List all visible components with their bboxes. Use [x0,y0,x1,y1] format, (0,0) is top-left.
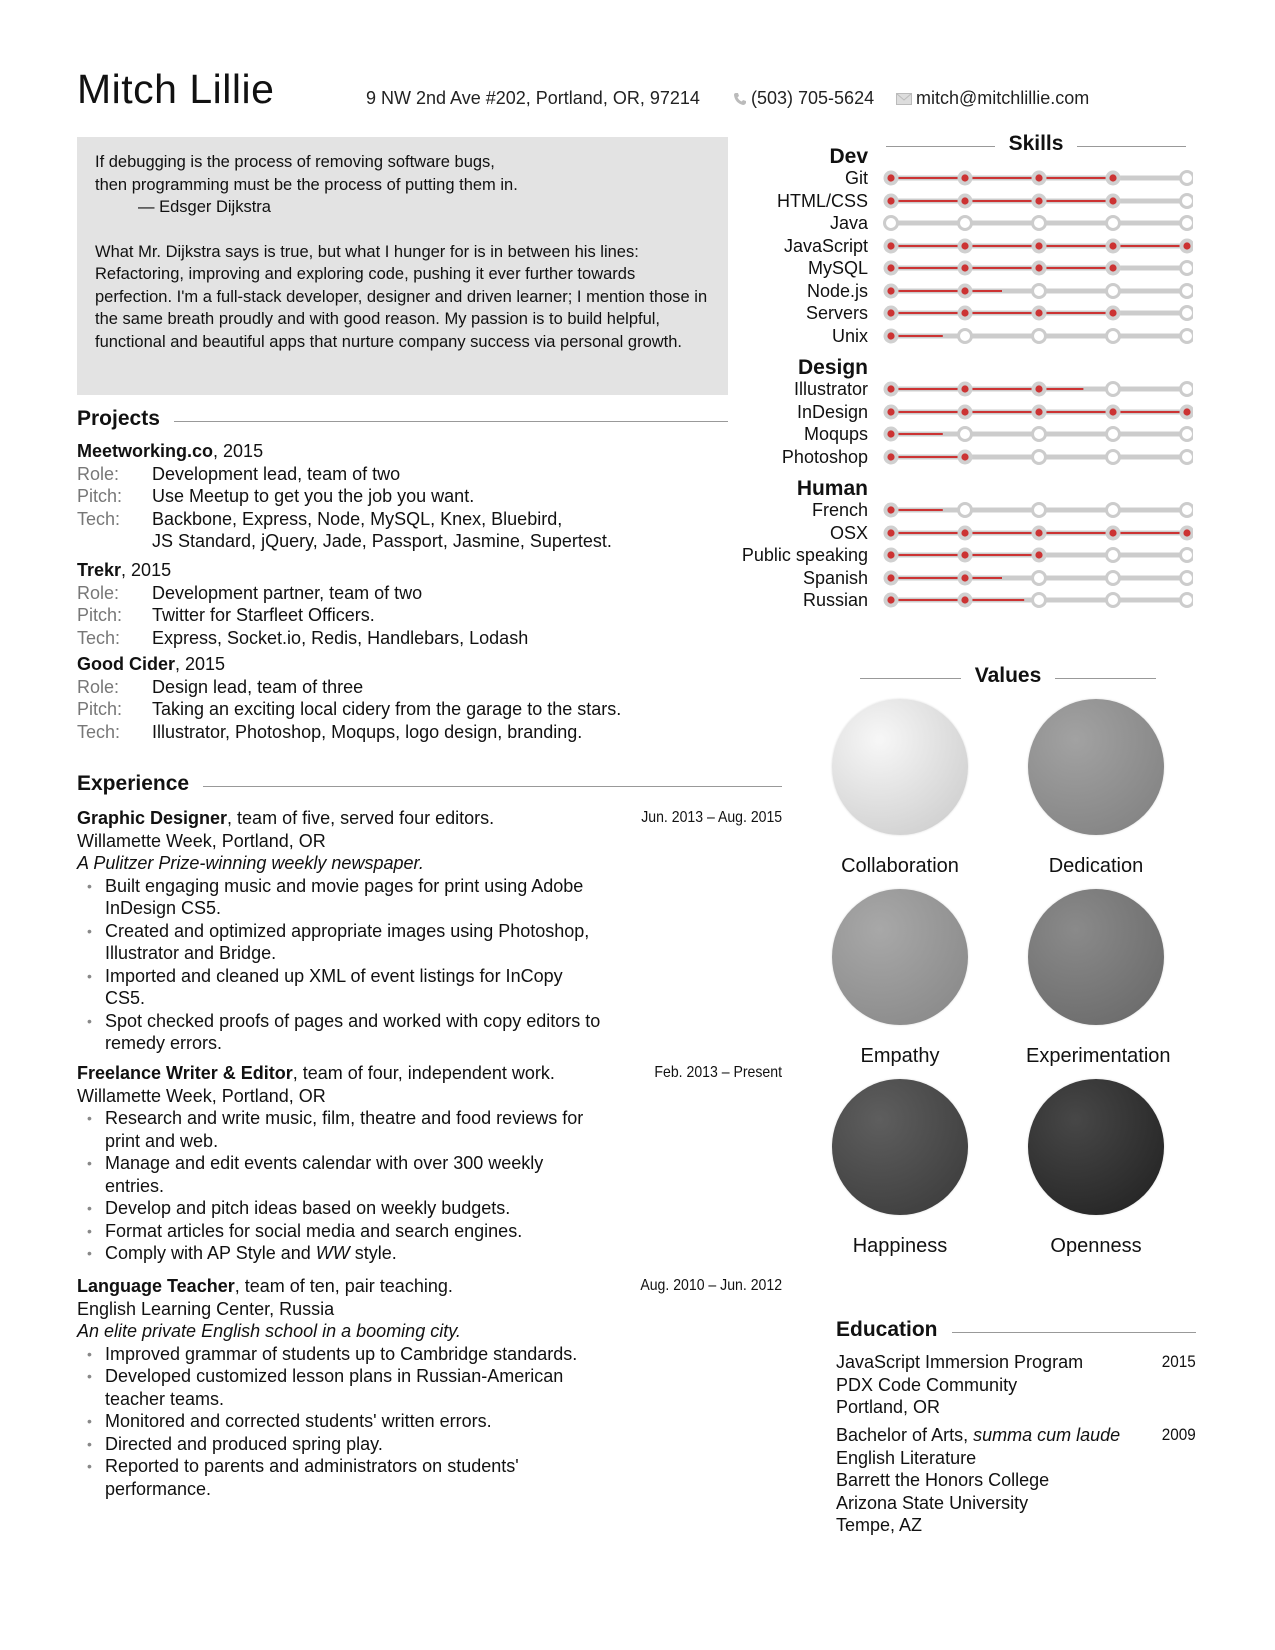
skill-dot-center [961,551,968,558]
bullet-item: • Improved grammar of students up to Cambridge standards. [77,1343,607,1366]
skill-label: Public speaking [741,545,868,565]
skill-dot [1181,172,1194,185]
skill-row [700,212,1200,235]
project-item [77,653,692,743]
skill-label: Java [829,213,868,233]
skill-row [700,302,1200,325]
job-date: Feb. 2013 – Present [654,1064,782,1081]
tech-label: Tech: [77,508,121,529]
mail-icon [896,93,912,105]
skill-dot [1107,549,1120,562]
project-tech-cont: JS Standard, jQuery, Jade, Passport, Jasmine, Supertest. [152,531,612,551]
skill-slider [883,589,1193,611]
education-location: Portland, OR [836,1397,941,1417]
project-pitch: Use Meetup to get you the job you want. [152,486,475,506]
divider [860,678,961,679]
skill-row [700,280,1200,303]
job-desc: An elite private English school in a booming city. [77,1321,461,1341]
skill-dot [1033,217,1046,230]
divider [1077,146,1186,147]
bullet-item: • Developed customized lesson plans in Russian-American teacher teams. [77,1365,607,1410]
skill-dot-center [961,574,968,581]
bullet-item: • Develop and pitch ideas based on weekly budgets. [77,1197,607,1220]
skill-dot [1181,307,1194,320]
skill-row [700,522,1200,545]
value-item [1026,699,1166,878]
skill-dot-center [887,242,894,249]
skill-dot [1181,450,1194,463]
value-item [830,889,970,1068]
job-title: Language Teacher [77,1276,235,1296]
bullet-item: • Comply with AP Style and WW style. [77,1242,607,1265]
project-role: Design lead, team of three [152,676,364,697]
skill-dot-center [1035,529,1042,536]
job-entry [77,807,782,1055]
bullet-item: • Reported to parents and administrators on students' performance. [77,1455,607,1500]
skill-dot [1107,594,1120,607]
education-heading [836,1318,1196,1342]
skill-dot [959,329,972,342]
skill-dot [1107,450,1120,463]
skill-label: Spanish [802,567,868,588]
bullet-item: • Built engaging music and movie pages for print using Adobe InDesign CS5. [77,875,607,920]
skill-dot [1107,428,1120,441]
skill-dot-center [961,596,968,603]
skill-slider [883,446,1193,468]
value-label: Collaboration [841,855,959,877]
skill-dot [959,217,972,230]
skill-dot-center [961,287,968,294]
skill-slider [883,167,1193,189]
skill-dot-center [887,453,894,460]
skill-dot [1107,571,1120,584]
skill-dot-center [887,408,894,415]
skill-label: Russian [802,590,868,610]
bullet-item: • Directed and produced spring play. [77,1433,607,1456]
skill-dot-center [1183,529,1190,536]
value-circle [832,699,968,835]
skill-dot-center [961,174,968,181]
skill-dot [1181,549,1194,562]
skill-slider [883,302,1193,324]
bullet-item: • Format articles for social media and search engines. [77,1220,607,1243]
skill-dot [1181,284,1194,297]
skill-dot-center [887,574,894,581]
bullet-item: • Research and write music, film, theatre and food reviews for print and web. [77,1107,607,1152]
skill-label: JavaScript [783,235,868,256]
value-circle [832,1079,968,1215]
skill-dot-center [1109,309,1116,316]
skill-dot-center [1035,264,1042,271]
values-heading [860,664,1156,688]
phone-icon [733,92,747,106]
skill-dot-center [1035,408,1042,415]
skill-row [700,190,1200,213]
education-institution: PDX Code Community [836,1374,1018,1395]
project-name: Trekr [77,560,122,580]
project-item [77,440,692,553]
quote-line-1: If debugging is the process of removing software bugs, [95,153,495,171]
skill-dot-center [961,197,968,204]
skill-label: Moqups [803,424,868,444]
bullet-item: • Manage and edit events calendar with over 300 weekly entries. [77,1152,607,1197]
skill-dot-center [887,287,894,294]
education-year: 2009 [1161,1425,1196,1444]
skill-dot [1107,217,1120,230]
skill-dot [1033,594,1046,607]
skill-dot-center [961,408,968,415]
value-item [1026,1079,1166,1258]
skill-dot-center [1035,242,1042,249]
skill-row [700,589,1200,612]
skill-dot-center [961,529,968,536]
divider [1055,678,1156,679]
skill-dot [1181,571,1194,584]
projects-title: Projects [77,407,160,430]
education-year: 2015 [1161,1352,1196,1371]
skill-dot-center [887,551,894,558]
skill-dot [1033,428,1046,441]
skill-dot-center [887,197,894,204]
role-label: Role: [77,582,120,603]
job-date: Aug. 2010 – Jun. 2012 [640,1277,782,1294]
skill-dot [1033,450,1046,463]
skill-dot-center [961,309,968,316]
skill-dot-center [1109,174,1116,181]
skill-slider [883,522,1193,544]
skill-dot [1181,194,1194,207]
skill-dot [1181,594,1194,607]
skill-dot-center [1035,551,1042,558]
skill-group-title: Dev [829,145,868,168]
bullet-item: • Imported and cleaned up XML of event listings for InCopy CS5. [77,965,607,1010]
tech-label: Tech: [77,721,121,742]
skill-dot-center [1035,385,1042,392]
skill-group-title: Human [796,477,868,500]
pitch-label: Pitch: [77,605,123,625]
skill-dot [1181,217,1194,230]
education-entry [836,1351,1196,1419]
project-role: Development partner, team of two [152,582,423,603]
bullet-item: • Created and optimized appropriate images using Photoshop, Illustrator and Bridge. [77,920,607,965]
skill-dot [1107,284,1120,297]
job-date: Jun. 2013 – Aug. 2015 [641,809,782,826]
skill-dot-center [961,385,968,392]
skill-row [700,235,1200,258]
skill-slider [883,257,1193,279]
skill-slider [883,423,1193,445]
project-year: , 2015 [121,560,172,580]
skill-dot-center [1183,408,1190,415]
skill-dot-center [961,242,968,249]
intro-quote-box [77,137,728,395]
value-circle [1028,889,1164,1025]
skill-dot [1033,284,1046,297]
job-team: , team of ten, pair teaching. [234,1276,453,1296]
role-label: Role: [77,676,120,697]
skills-heading [886,132,1186,156]
value-label: Empathy [860,1045,940,1067]
skill-dot [885,217,898,230]
skill-dot [1107,329,1120,342]
skill-dot [959,428,972,441]
value-label: Dedication [1048,855,1144,877]
project-pitch: Taking an exciting local cidery from the garage to the stars. [152,699,622,719]
skill-slider [883,235,1193,257]
skill-row [700,567,1200,590]
job-team: , team of four, independent work. [292,1063,555,1083]
skills-title: Skills [1008,132,1064,155]
skill-group-title: Design [797,356,868,379]
pitch-label: Pitch: [77,699,123,719]
skill-label: Servers [805,303,868,323]
skill-dot [1033,504,1046,517]
education-program: JavaScript Immersion Program [836,1352,1084,1372]
job-bullets [77,1343,782,1501]
skill-slider [883,190,1193,212]
pitch-label: Pitch: [77,486,123,506]
skill-dot-center [1109,408,1116,415]
skill-slider [883,325,1193,347]
bullet-item: • Monitored and corrected students' written errors. [77,1410,607,1433]
project-tech: Backbone, Express, Node, MySQL, Knex, Bluebird, [152,508,563,529]
skill-slider [883,212,1193,234]
experience-title: Experience [77,772,190,795]
skill-slider [883,499,1193,521]
job-entry [77,1275,782,1500]
skill-slider [883,401,1193,423]
bullet-item: • Spot checked proofs of pages and worked with copy editors to remedy errors. [77,1010,607,1055]
skill-label: French [811,500,868,520]
skill-label: Illustrator [793,379,868,399]
education-university: Arizona State University [836,1492,1029,1513]
project-pitch: Twitter for Starfleet Officers. [152,605,375,625]
skill-dot-center [887,529,894,536]
skill-dot-center [887,264,894,271]
skill-dot [1181,504,1194,517]
skill-dot-center [961,264,968,271]
project-name: Meetworking.co [77,441,214,461]
skill-dot [1107,504,1120,517]
job-desc: A Pulitzer Prize-winning weekly newspaper. [77,853,424,873]
education-location: Tempe, AZ [836,1515,923,1535]
skill-dot [1181,329,1194,342]
job-entry [77,1062,782,1265]
skill-dot [1107,383,1120,396]
project-name: Good Cider [77,654,175,674]
skill-dot-center [887,596,894,603]
job-org: Willamette Week, Portland, OR [77,1085,326,1106]
skill-row [700,446,1200,469]
skill-label: HTML/CSS [776,190,868,211]
skill-row [700,544,1200,567]
resume-name: Mitch Lillie [77,66,275,112]
quote-author: — Edsger Dijkstra [138,198,271,216]
project-year: , 2015 [175,654,226,674]
values-title: Values [974,664,1042,687]
skill-dot-center [887,430,894,437]
job-org: English Learning Center, Russia [77,1298,335,1319]
skill-label: InDesign [796,401,868,422]
skill-dot-center [961,453,968,460]
skill-dot [1181,428,1194,441]
job-title: Freelance Writer & Editor [77,1063,293,1083]
skill-dot-center [1109,197,1116,204]
job-bullets [77,1107,782,1265]
skill-slider [883,544,1193,566]
skill-label: Photoshop [781,446,868,467]
education-college: Barrett the Honors College [836,1470,1050,1490]
skill-row [700,325,1200,348]
skill-dot-center [887,174,894,181]
quote-line-2: then programming must be the process of putting them in. [95,175,518,194]
skill-dot-center [1109,529,1116,536]
phone-contact [733,88,874,109]
skill-dot-center [1035,174,1042,181]
education-entry [836,1424,1196,1537]
skill-dot [959,504,972,517]
skill-row [700,499,1200,522]
skill-slider [883,280,1193,302]
address: 9 NW 2nd Ave #202, Portland, OR, 97214 [366,88,700,108]
job-team: , team of five, served four editors. [227,808,495,828]
email-contact [896,88,1089,109]
project-year: , 2015 [213,441,264,461]
skill-dot-center [1035,309,1042,316]
skill-row [700,401,1200,424]
divider [886,146,995,147]
skill-row [700,423,1200,446]
bio-paragraph: What Mr. Dijkstra says is true, but what I hunger for is in between his lines: Refactoring, improving and exploring code, pushing it ever further towards perfection. I'm a full-stack developer, designer and driven learner; I mention those in the same breath proudly and with good reason. My passion is to build helpful, functional and beautiful apps that nurture company success via personal growth. [95,242,708,351]
skill-dot-center [887,309,894,316]
skill-label: Unix [831,325,868,346]
skill-label: OSX [829,522,868,543]
tech-label: Tech: [77,627,121,648]
project-role: Development lead, team of two [152,463,401,484]
skill-label: Git [844,168,868,188]
skill-dot-center [1109,242,1116,249]
project-tech: Express, Socket.io, Redis, Handlebars, Lodash [152,627,529,648]
value-label: Happiness [852,1235,948,1257]
value-circle [832,889,968,1025]
role-label: Role: [77,463,120,484]
education-major: English Literature [836,1447,977,1468]
skill-row [700,257,1200,280]
skill-label: MySQL [807,258,868,278]
skill-dot-center [1183,242,1190,249]
skill-dot-center [1109,264,1116,271]
skill-dot-center [887,385,894,392]
job-title: Graphic Designer [77,808,228,828]
job-org: Willamette Week, Portland, OR [77,830,326,851]
project-tech: Illustrator, Photoshop, Moqups, logo design, branding. [152,721,583,742]
education-title: Education [836,1318,938,1341]
divider [174,421,728,422]
value-circle [1028,699,1164,835]
value-item [830,699,970,878]
skill-slider [883,567,1193,589]
skill-row [700,378,1200,401]
skill-dot-center [1035,197,1042,204]
value-item [1026,889,1171,1068]
phone-number: (503) 705-5624 [751,88,875,108]
skill-dot [1033,571,1046,584]
skill-dot [1181,262,1194,275]
skill-dot [1033,329,1046,342]
value-label: Openness [1050,1235,1142,1257]
divider [952,1332,1196,1333]
job-bullets [77,875,782,1055]
project-item [77,559,692,649]
value-item [830,1079,970,1258]
skill-dot-center [887,506,894,513]
value-label: Experimentation [1026,1045,1171,1067]
value-circle [1028,1079,1164,1215]
projects-heading [77,407,728,431]
skill-label: Node.js [806,280,868,301]
email-address[interactable]: mitch@mitchlillie.com [916,88,1090,108]
skill-row [700,167,1200,190]
divider [203,786,782,787]
experience-heading [77,772,782,796]
skill-dot [1181,383,1194,396]
skill-slider [883,378,1193,400]
skill-dot-center [887,332,894,339]
education-degree: Bachelor of Arts, summa cum laude [836,1425,1121,1445]
